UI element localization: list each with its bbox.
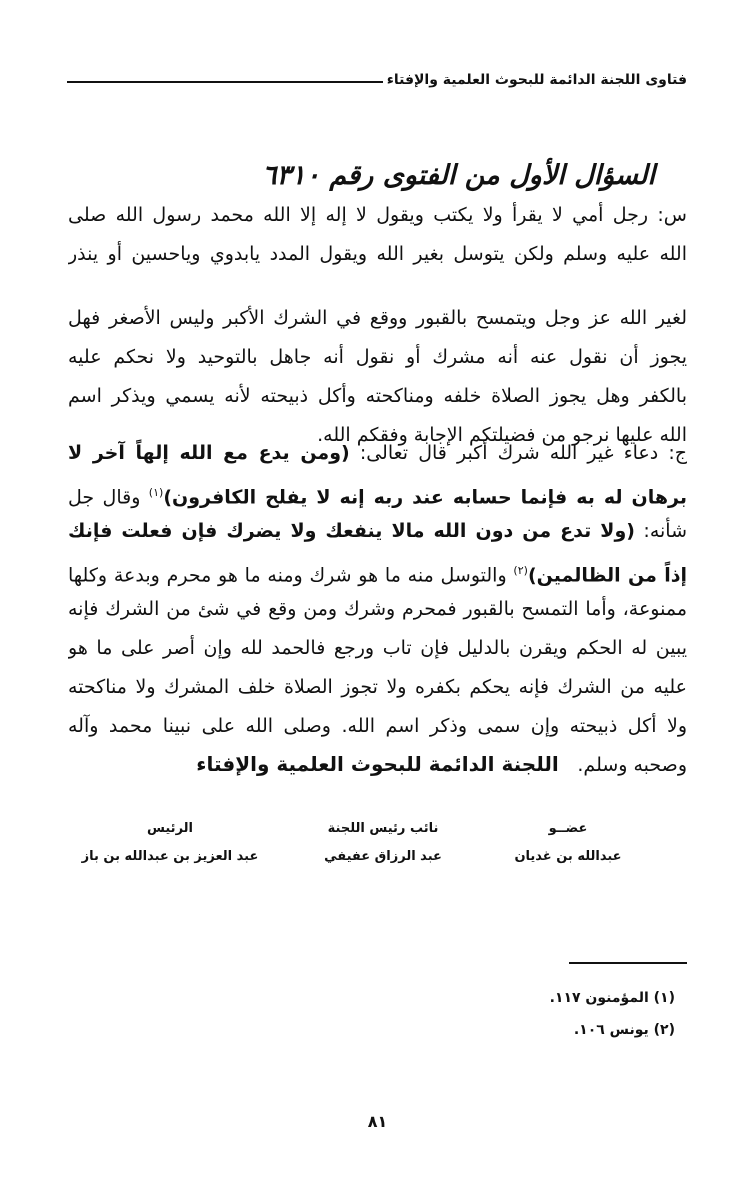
- quran-verse: إذاً من الظالمين): [527, 564, 687, 587]
- signatory-name: عبدالله بن غديان: [514, 849, 622, 864]
- footnote: (١) المؤمنون ١١٧.: [549, 990, 675, 1006]
- signatory-name: عبد الرزاق عفيفي: [324, 849, 442, 864]
- question-line: بالكفر وهل يجوز الصلاة خلفه ومناكحته وأكل ذبيحته لأنه يسمي ويذكر اسم: [68, 385, 687, 407]
- answer-line: يبين له الحكم ويقرن بالدليل فإن تاب ورجع فالحمد لله وإن أصر على ما هو: [68, 637, 687, 659]
- footnote: (٢) يونس ١٠٦.: [573, 1022, 675, 1038]
- question-line: س: رجل أمي لا يقرأ ولا يكتب ويقول لا إله إلا الله محمد رسول الله صلى: [68, 204, 687, 226]
- footnote-ref: (١): [148, 486, 164, 499]
- answer-line: [68, 434, 687, 473]
- signatory-role: عضــو: [548, 821, 588, 836]
- signatory-vice-chairman: [293, 816, 473, 872]
- answer-text: وقال جل: [68, 486, 141, 509]
- signatory-chairman: [80, 816, 260, 872]
- footnote-rule: [569, 962, 687, 964]
- answer-line: وصحبه وسلم.: [577, 754, 687, 776]
- header-rule: [67, 81, 383, 83]
- question-line: الله عليه وسلم ولكن يتوسل بغير الله ويقول المدد يابدوي وياحسين أو ينذر: [68, 243, 687, 265]
- answer-line: [68, 551, 687, 590]
- question-block-top: [68, 196, 687, 274]
- answer-line: [68, 512, 687, 551]
- question-line: لغير الله عز وجل ويتمسح بالقبور ووقع في الشرك الأكبر وليس الأصغر فهل: [68, 307, 687, 329]
- signatory-role: الرئيس: [147, 821, 193, 836]
- committee-name: اللجنة الدائمة للبحوث العلمية والإفتاء: [196, 752, 559, 776]
- signatory-name: عبد العزيز بن عبدالله بن باز: [81, 849, 259, 864]
- question-title: السؤال الأول من الفتوى رقم ٦٣١٠: [262, 160, 655, 191]
- answer-line: ممنوعة، وأما التمسح بالقبور فمحرم وشرك ومن وقع في شئ من الشرك فإنه: [68, 598, 687, 620]
- answer-block: [68, 434, 687, 785]
- footnotes: [550, 982, 675, 1046]
- answer-text: والتوسل منه ما هو شرك ومنه ما هو محرم وبدعة وكلها: [68, 564, 507, 587]
- answer-line: [68, 473, 687, 512]
- quran-verse: (ومن يدع مع الله إلهاً آخر لا: [68, 442, 350, 464]
- question-line: الله عليها نرجو من فضيلتكم الإجابة وفقكم الله.: [317, 424, 687, 446]
- quran-verse: برهان له به فإنما حسابه عند ربه إنه لا يفلح الكافرون): [163, 486, 687, 509]
- question-line: يجوز أن نقول عنه أنه مشرك أو نقول أنه جاهل بالتوحيد ولا نحكم عليه: [68, 346, 687, 368]
- question-block-bottom: [68, 299, 687, 455]
- quran-verse: (ولا تدع من دون الله مالا ينفعك ولا يضرك فإن فعلت فإنك: [68, 520, 635, 542]
- answer-text: ج: دعاء غير الله شرك أكبر قال تعالى:: [359, 442, 687, 464]
- page-number: ٨١: [367, 1112, 388, 1131]
- answer-line: ولا أكل ذبيحته وإن سمى وذكر اسم الله. وصلى الله على نبينا محمد وآله: [68, 715, 687, 737]
- signatory-member: [478, 816, 658, 872]
- running-header-title: فتاوى اللجنة الدائمة للبحوث العلمية والإفتاء: [386, 72, 687, 88]
- answer-line: عليه من الشرك فإنه يحكم بكفره ولا تجوز الصلاة خلف المشرك ولا مناكحته: [68, 676, 687, 698]
- running-header: [67, 62, 687, 88]
- footnote-ref: (٢): [513, 564, 528, 577]
- signatory-role: نائب رئيس اللجنة: [327, 821, 439, 836]
- answer-text: شأنه:: [643, 520, 687, 542]
